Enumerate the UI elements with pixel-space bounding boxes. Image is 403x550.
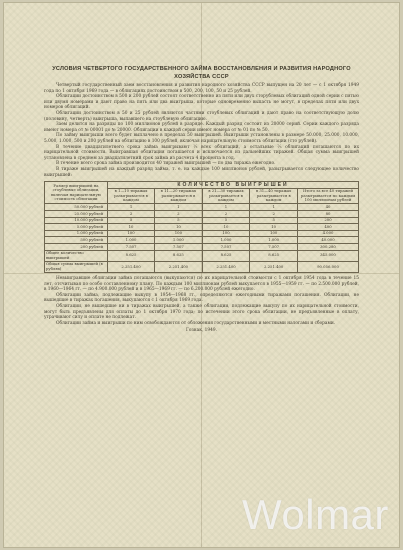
table-col-header: в 11—20 тиражах разыгрывается в каждом (155, 188, 203, 204)
paragraph: Облигации займа и выигрыши по ним освобождаются от обложения государственными и местными налогами и сборами. (56, 320, 336, 326)
table-header-main: КОЛИЧЕСТВО ВЫИГРЫШЕЙ (108, 182, 359, 189)
table-col-header: в 1—10 тиражах разыгрывается в каждом (108, 188, 155, 204)
table-total-sum-row: Общая сумма выигрышей (в рублях) 2.251.400 2.251.400 2.251.400 2.251.400 90.056.000 (45, 261, 359, 272)
paragraph: В течение двадцатилетнего срока займа выигрывают ⅓ всех облигаций, а остальные ⅔ облигаций погашаются по их нарицательной стоимости. Выигравшая облигация погашается и исключается из дальнейших тиражей. Общая сумма выигрышей установлена в среднем за двадцатилетний срок займа из расчета 4 процента в год. (44, 144, 359, 161)
table-row: 50.000 рублей 1 1 1 1 40 (45, 204, 359, 211)
table-row: 500 рублей 1.000 1.000 1.000 1.000 40.000 (45, 237, 359, 244)
bond-terms-text (44, 66, 359, 333)
table-col-header: в 31—40 тиражах разыгрывается в каждом (250, 188, 298, 204)
table-row: 1.000 рублей 100 100 100 100 4.000 (45, 230, 359, 237)
paragraph: Заем делится на разряды по 100 миллионов рублей в разряде. Каждый разряд состоит из 20000 серий. Серии каждого разряда имеют номера от № 00001 до № 20000. Облигации в каждой серии имеют номера от № 01 по № 50. (44, 122, 359, 133)
table-row: 5.000 рублей 10 10 10 10 400 (45, 224, 359, 231)
table-row: 10.000 рублей 5 5 5 5 200 (45, 217, 359, 224)
prizes-table (44, 181, 359, 273)
paragraph: По займу выигрыши всего будет выплачено в пределах 50 выигрышей. Выигрыши установлены в размере 50.000, 25.000, 10.000, 5.000, 1.000, 500 и 200 рублей на облигацию в 100 рублей, включая нарицательную стоимость облигации (сто рублей). (44, 133, 359, 144)
table-col-header: в 21—30 тиражах разыгрывается в каждом (202, 188, 250, 204)
table-col-header: Итого за все 40 тиражей разыгрывается по каждым 100 миллионам рублей (298, 188, 359, 204)
paragraph: Облигации достоинством в 50 и 25 рублей являются частями стоублевых облигаций и дают право на соответствующую долю (половину, четверть) выигрыша, выпавшего на стоублевую облигацию. (44, 110, 359, 122)
table-header-left: Размер выигрышей на стоублевые облигации, включая нарицательную стоимость облигации (45, 182, 108, 204)
paragraph: В тираже выигрышей на каждый разряд займа, т. е. на каждые 100 миллионов рублей, разыгрывается следующее количество выигрышей: (44, 166, 359, 178)
table-total-count-row: Общее количество выигрышей 8.625 8.625 8.625 8.625 345.000 (45, 250, 359, 261)
paragraph: Облигации достоинством в 500 и 200 рублей состоят соответственно из пяти или двух сторублевых облигаций одной серии с пятью или двумя номерами и дают право на пять или два выигрыша, которые одновременно выпасть не могут, в пределах пяти или двух номеров облигаций. (44, 94, 359, 111)
table-row: 200 рублей 7.507 7.507 7.507 7.507 300.280 (45, 244, 359, 251)
paragraph: Четвертый государственный заем восстановления и развития народного хозяйства СССР выпущен на 20 лет — с 1 октября 1949 года по 1 октября 1969 года — в облигациях достоинством в 500, 200, 100, 50 и 25 рублей. (44, 83, 359, 94)
paragraph: Невыигравшие облигации займа погашаются (выкупаются) по их нарицательной стоимости с 1 октября 1954 года в течение 15 лет, отсчитывая по особо составленному плану. По каждым 100 миллионам рублей выкупается в 1955—1959 гг. — по 2.500.000 рублей, в 1960—1964 гг. — по 4.900.000 рублей и в 1965—1969 гг. — по 6.200.000 рублей ежегодно. (44, 276, 359, 293)
printer-imprint: Гознак, 1949. (186, 328, 217, 334)
table-row: 25.000 рублей 2 2 2 2 80 (45, 211, 359, 218)
paragraph: Облигации займа, подлежащие выкупу в 1954—1968 гг., определяются ежегодными тиражами погашения. Облигации, не вышедшие в тиражах погашения, выкупаются с 1 октября 1969 года. (44, 292, 359, 304)
watermark-text: Wolmar (242, 491, 389, 538)
paragraph: В течение всего срока займа производится 40 тиражей выигрышей — по два тиража ежегодно. (56, 161, 276, 167)
paragraph: Облигации, не вышедшие ни в тиражах выигрышей, а также облигации, подлежащие выкупу по их нарицательной стоимости, могут быть предъявлены для оплаты до 1 октября 1970 года; по истечении этого срока облигации, не предъявленные в оплату, утрачивают силу и оплате не подлежат. (44, 303, 359, 321)
bond-reverse-sheet (4, 3, 399, 547)
terms-title: УСЛОВИЯ ЧЕТВЕРТОГО ГОСУДАРСТВЕННОГО ЗАЙМА ВОССТАНОВЛЕНИЯ И РАЗВИТИЯ НАРОДНОГО ХОЗЯЙСТВА СССР (52, 66, 351, 80)
